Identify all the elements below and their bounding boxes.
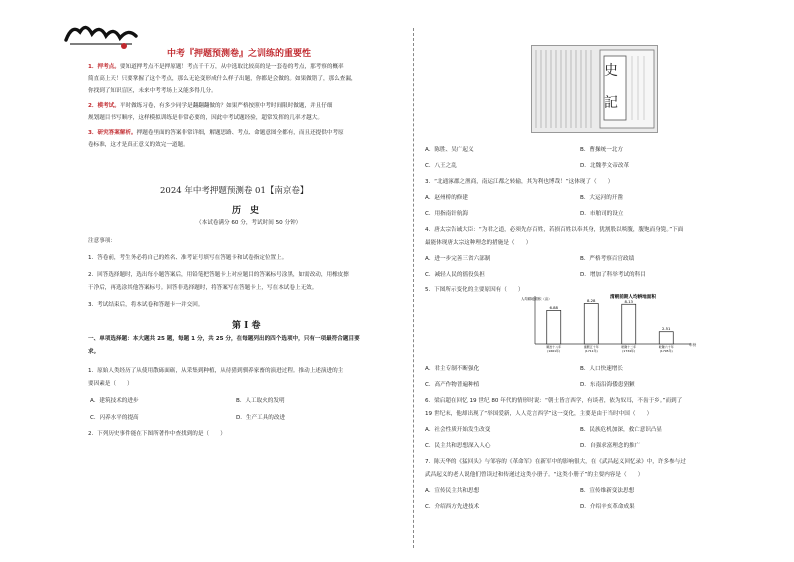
q5-option-b[interactable]: B．人口快速增长 (580, 366, 623, 372)
chart-data-label: 2.51 (662, 326, 671, 332)
shiji-book-image (531, 45, 658, 133)
q3-option-d[interactable]: D．市舶司的设立 (580, 211, 624, 217)
chart-tick-label: (1661年) (547, 349, 561, 354)
q4-option-c[interactable]: C．减轻人民的徭役负担 (425, 272, 485, 278)
chart-bar (584, 304, 598, 344)
chart-bar (622, 304, 636, 344)
intro-line-5: 规划题目书写顺序，这样模拟训练是非常必要的，因此中考试题经验，超常发挥的几率才越大。 (88, 115, 323, 121)
chart-tick-label: 顺治十八年 (546, 345, 562, 349)
q2-option-c[interactable]: C．八王之乱 (425, 163, 457, 169)
chart-title: 清朝前期人均耕地面积 (610, 295, 656, 300)
chart-tick-label: (1734年) (622, 349, 636, 354)
q7-stem-cont: 武昌起义的老人说他们曾读过和传递过这类小册子。“这类小册子”的主要内容是（ ） (425, 472, 644, 478)
column-divider (413, 28, 414, 548)
chart-data-label: 8.28 (587, 298, 596, 304)
intro-line-1: 1．押考点。要知道押考点不是押原题！考点千千万，从中选取比较高的是一套卷的考点，那考察的概率 (88, 64, 344, 70)
q5-option-d[interactable]: D．东南沿海倭患猖獗 (580, 382, 635, 388)
notice-3: 3．考试结束后，将本试卷和答题卡一并交回。 (88, 302, 204, 308)
q7-option-b[interactable]: B．宣传维新变法思想 (580, 488, 635, 494)
q1-option-d[interactable]: D．生产工具的改进 (236, 415, 286, 421)
q5-option-a[interactable]: A．君主专制不断强化 (425, 366, 480, 372)
q3-stem: 3．“北通涿郡之渔商，南运江都之转输，其为利也博哉！”这体现了（ ） (425, 179, 614, 185)
chart-bar (547, 310, 561, 344)
q3-option-b[interactable]: B．大运河的开凿 (580, 195, 623, 201)
brand-logo (62, 18, 140, 52)
q5-stem: 5．下图所示变化的主要原因有（ ） (425, 287, 524, 293)
q4-option-d[interactable]: D．增加了科举考试的科目 (580, 272, 646, 278)
header-title: 中考『押题预测卷』之训练的重要性 (167, 49, 312, 59)
intro-line-7: 卷标准，这才是真正意义的效完一道题。 (88, 142, 189, 148)
q6-stem-cont: 19 世纪末，他却出现了“举国爱新，人人竞言西学”这一变化，主要是由于当时中国（ ） (425, 411, 653, 417)
q3-option-c[interactable]: C．用指南针航海 (425, 211, 469, 217)
chart-tick-label: (1795年) (659, 349, 673, 354)
intro-line-2: 简直高上天！只要掌握了这个考点，那么无论变形成什么样子出题，你都是会做的。如果做错了，那么查漏， (88, 76, 357, 82)
chart-ylabel: 人均耕地面积（亩） (521, 297, 552, 301)
section-title: 第 I 卷 (232, 321, 261, 331)
q2-stem: 2．下列历史事件能在下图所著作中查找到的是（ ） (88, 431, 226, 437)
intro-line-4: 2．模考试。平时做练习卷，有多少同学是翻翻翻做的？如果严格按照中考时间限时做题，并且仔细 (88, 103, 333, 109)
q4-option-b[interactable]: B．严格考察百官政绩 (580, 256, 635, 262)
q6-stem: 6．梁启超在回忆 19 世纪 80 年代的情形时说：“朝士皆言西学，有谈者，依为奴耳，不齿于乡。”而到了 (425, 398, 683, 404)
farmland-chart (515, 288, 705, 358)
chart-xlabel: 年份 (689, 343, 697, 347)
image-title-ji: 記 (604, 95, 618, 111)
q3-option-a[interactable]: A．赵州桥的修建 (425, 195, 468, 201)
q7-stem: 7．陈天华的《猛回头》与邹容的《革命军》在新军中的影响很大，在《武昌起义回忆录》中，许多参与过 (425, 459, 686, 465)
q6-option-c[interactable]: C．民主共和思想深入人心 (425, 443, 491, 449)
farmland-chart-svg (515, 288, 705, 358)
q7-option-a[interactable]: A．宣传民主共和思想 (425, 488, 480, 494)
chart-tick-label: 乾隆六十年 (658, 345, 674, 349)
chart-data-label: 6.88 (549, 304, 558, 310)
q6-option-d[interactable]: D．自强求富理念的推广 (580, 443, 641, 449)
q1-stem: 1．原始人类经历了从使用散砾面砺，从采集到种植，从待猎到驯养家畜的演进过程。推动上述演进的主 (88, 368, 344, 374)
chart-bar (659, 332, 673, 344)
mcq-intro: 一、单项选择题：本大题共 25 题，每题 1 分，共 25 分，在每题列出的四个选项中，只有一项最符合题目要 (88, 336, 360, 342)
intro-line-3: 你找到了知识盲区，未来中考考场上又能多得几分。 (88, 88, 217, 94)
image-title-shi: 史 (604, 63, 618, 79)
q4-stem: 4．唐太宗告诫大臣：“为君之道，必须先存百姓，若损百姓以奉其身，犹割股以啖腹，腹饱而身毙。”下面 (425, 227, 684, 233)
notice-2: 2．回答选择题时，选出每小题答案后，用铅笔把答题卡上对应题目的答案标号涂黑，如需改动，用橡皮擦 (88, 272, 349, 278)
chart-tick-label: 康熙五十年 (583, 345, 599, 349)
q1-option-c[interactable]: C．闪养水平的提高 (90, 415, 139, 421)
intro-line-6: 3．研究答案解析。押题卷里面的答案非常详细，解题思路、考点、命题意图全都有，而且还提供中考原 (88, 130, 344, 136)
q1-option-b[interactable]: B．人工取火的发明 (236, 398, 285, 404)
q1-stem-cont: 要因素是（ ） (88, 381, 133, 387)
subject-title: 历 史 (232, 206, 260, 216)
mcq-intro-cont: 求。 (88, 349, 100, 355)
q4-stem-cont: 最能体现唐太宗这种理念的措施是（ ） (425, 240, 532, 246)
q6-option-b[interactable]: B．民族危机加深，救亡意识凸显 (580, 427, 663, 433)
q5-option-c[interactable]: C．高产作物普遍种植 (425, 382, 480, 388)
chart-tick-label: 乾隆十二年 (621, 345, 637, 349)
exam-title: 2024 年中考押题预测卷 01【南京卷】 (160, 186, 309, 196)
q2-option-a[interactable]: A．陈胜、吴广起义 (425, 147, 474, 153)
chart-data-label: 8.13 (624, 298, 633, 304)
notice-1: 1．答卷前，考生务必将自己的姓名、准考证号填写在答题卡和试卷指定位置上。 (88, 255, 288, 261)
chart-tick-label: (1711年) (584, 349, 598, 354)
q7-option-c[interactable]: C．介绍西方先进技术 (425, 504, 480, 510)
q2-option-b[interactable]: B．曹操统一北方 (580, 147, 623, 153)
q6-option-a[interactable]: A．社会性质开始发生改变 (425, 427, 491, 433)
exam-info: （本试卷满分 60 分，考试时间 50 分钟） (196, 220, 302, 226)
q4-option-a[interactable]: A．进一步完善三省六部制 (425, 256, 491, 262)
notice-heading: 注意事项： (88, 238, 116, 244)
notice-2-cont: 干净后，再选涂其他答案标号。回答非选择题时，将答案写在答题卡上，写在本试卷上无效。 (88, 285, 318, 291)
q2-option-d[interactable]: D．北魏孝文帝改革 (580, 163, 630, 169)
q7-option-d[interactable]: D．介绍辛亥革命成果 (580, 504, 635, 510)
q1-option-a[interactable]: A．建筑技术的进步 (90, 398, 139, 404)
